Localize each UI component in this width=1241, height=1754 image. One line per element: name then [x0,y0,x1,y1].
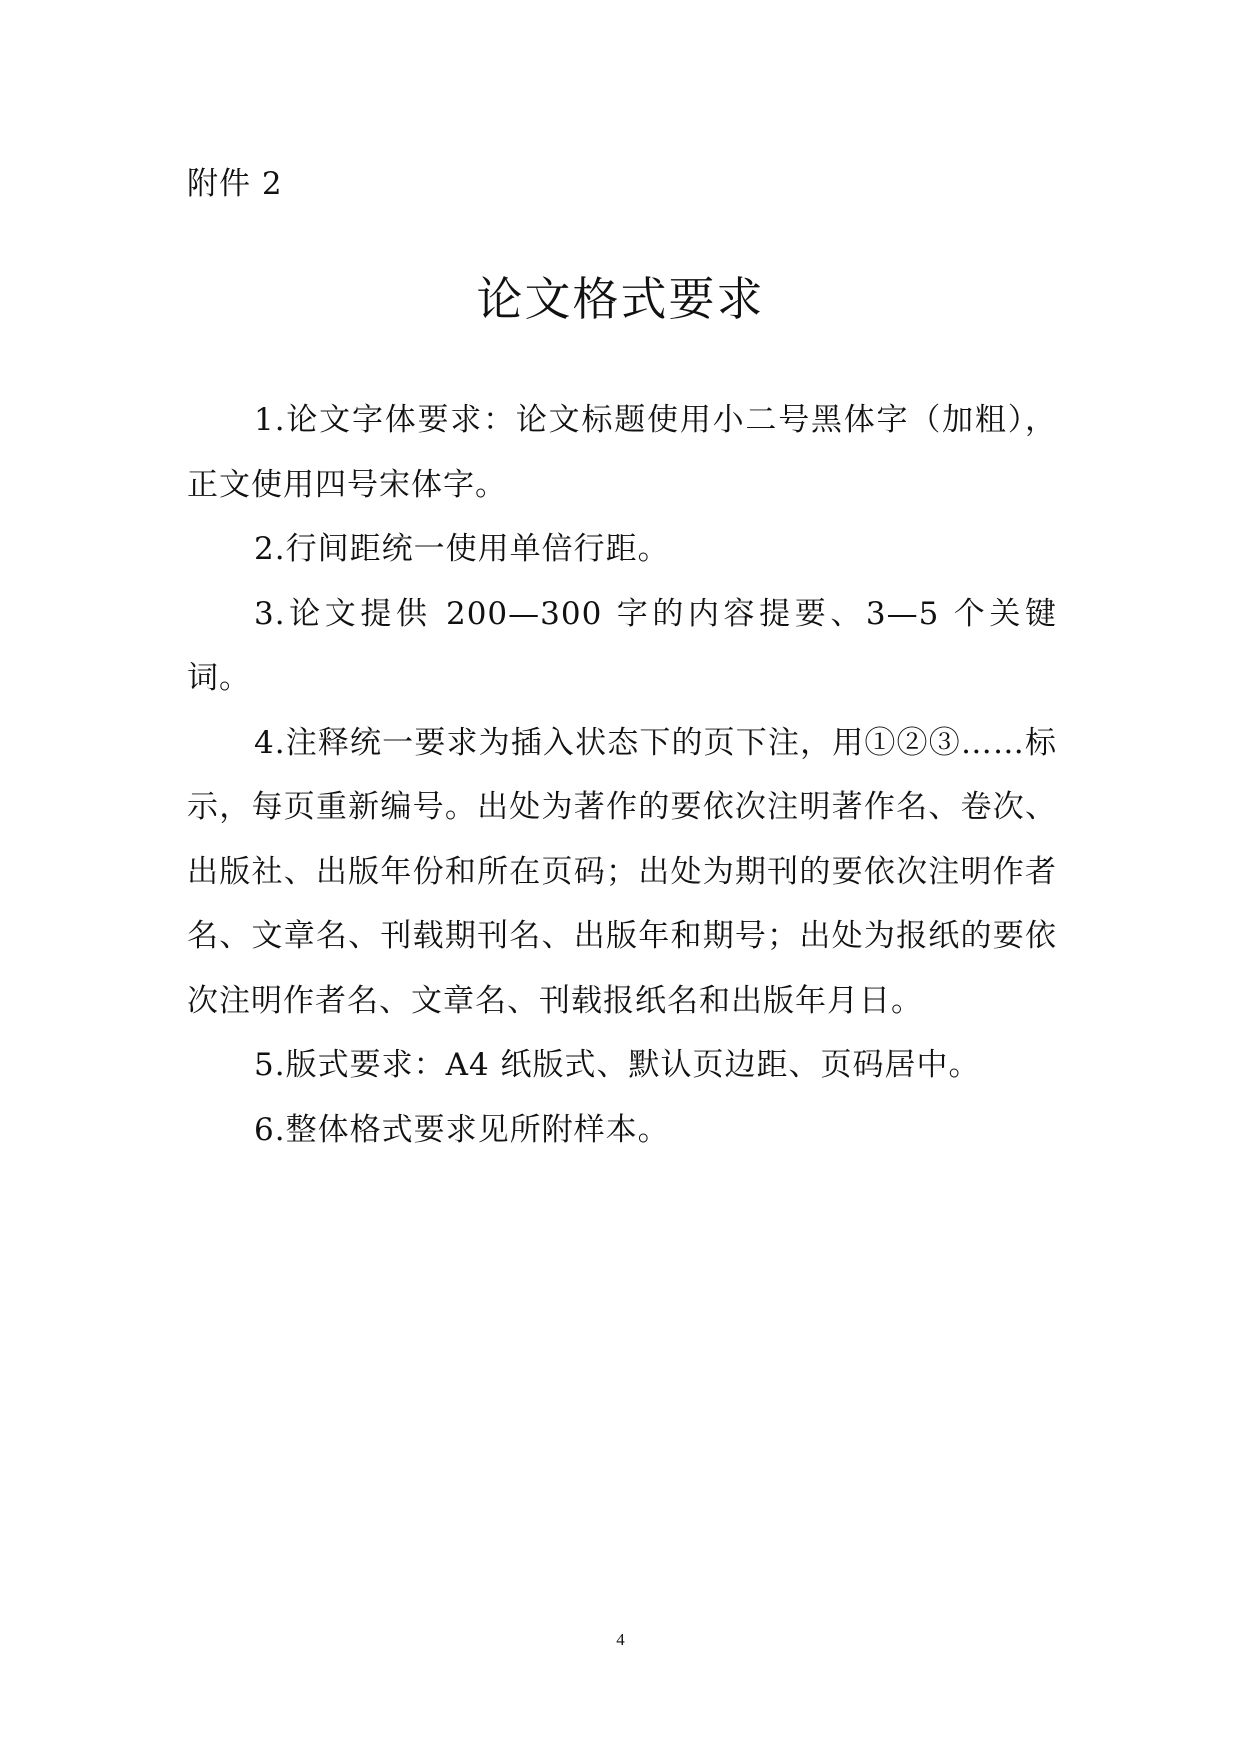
requirement-paragraph-3: 3.论文提供 200—300 字的内容提要、3—5 个关键词。 [187,595,1057,696]
requirement-paragraph-6: 6.整体格式要求见所附样本。 [254,1111,670,1148]
page-title: 论文格式要求 [476,271,765,326]
document-body [187,388,1057,1162]
requirement-paragraph-2: 2.行间距统一使用单倍行距。 [254,531,670,567]
requirement-paragraph-1: 1.论文字体要求：论文标题使用小二号黑体字（加粗），正文使用四号宋体字。 [187,402,1057,503]
requirement-paragraph-5: 5.版式要求：A4 纸版式、默认页边距、页码居中。 [254,1047,981,1083]
page-number: 4 [616,1630,625,1649]
attachment-label: 附件 2 [187,166,283,202]
requirement-paragraph-4: 4.注释统一要求为插入状态下的页下注，用①②③……标示，每页重新编号。出处为著作的要依次注明著作名、卷次、出版社、出版年份和所在页码；出处为期刊的要依次注明作者名、文章名、刊载期刊名、出版年和期号；出处为报纸的要依次注明作者名、文章名、刊载报纸名和出版年月日。 [187,724,1057,1019]
